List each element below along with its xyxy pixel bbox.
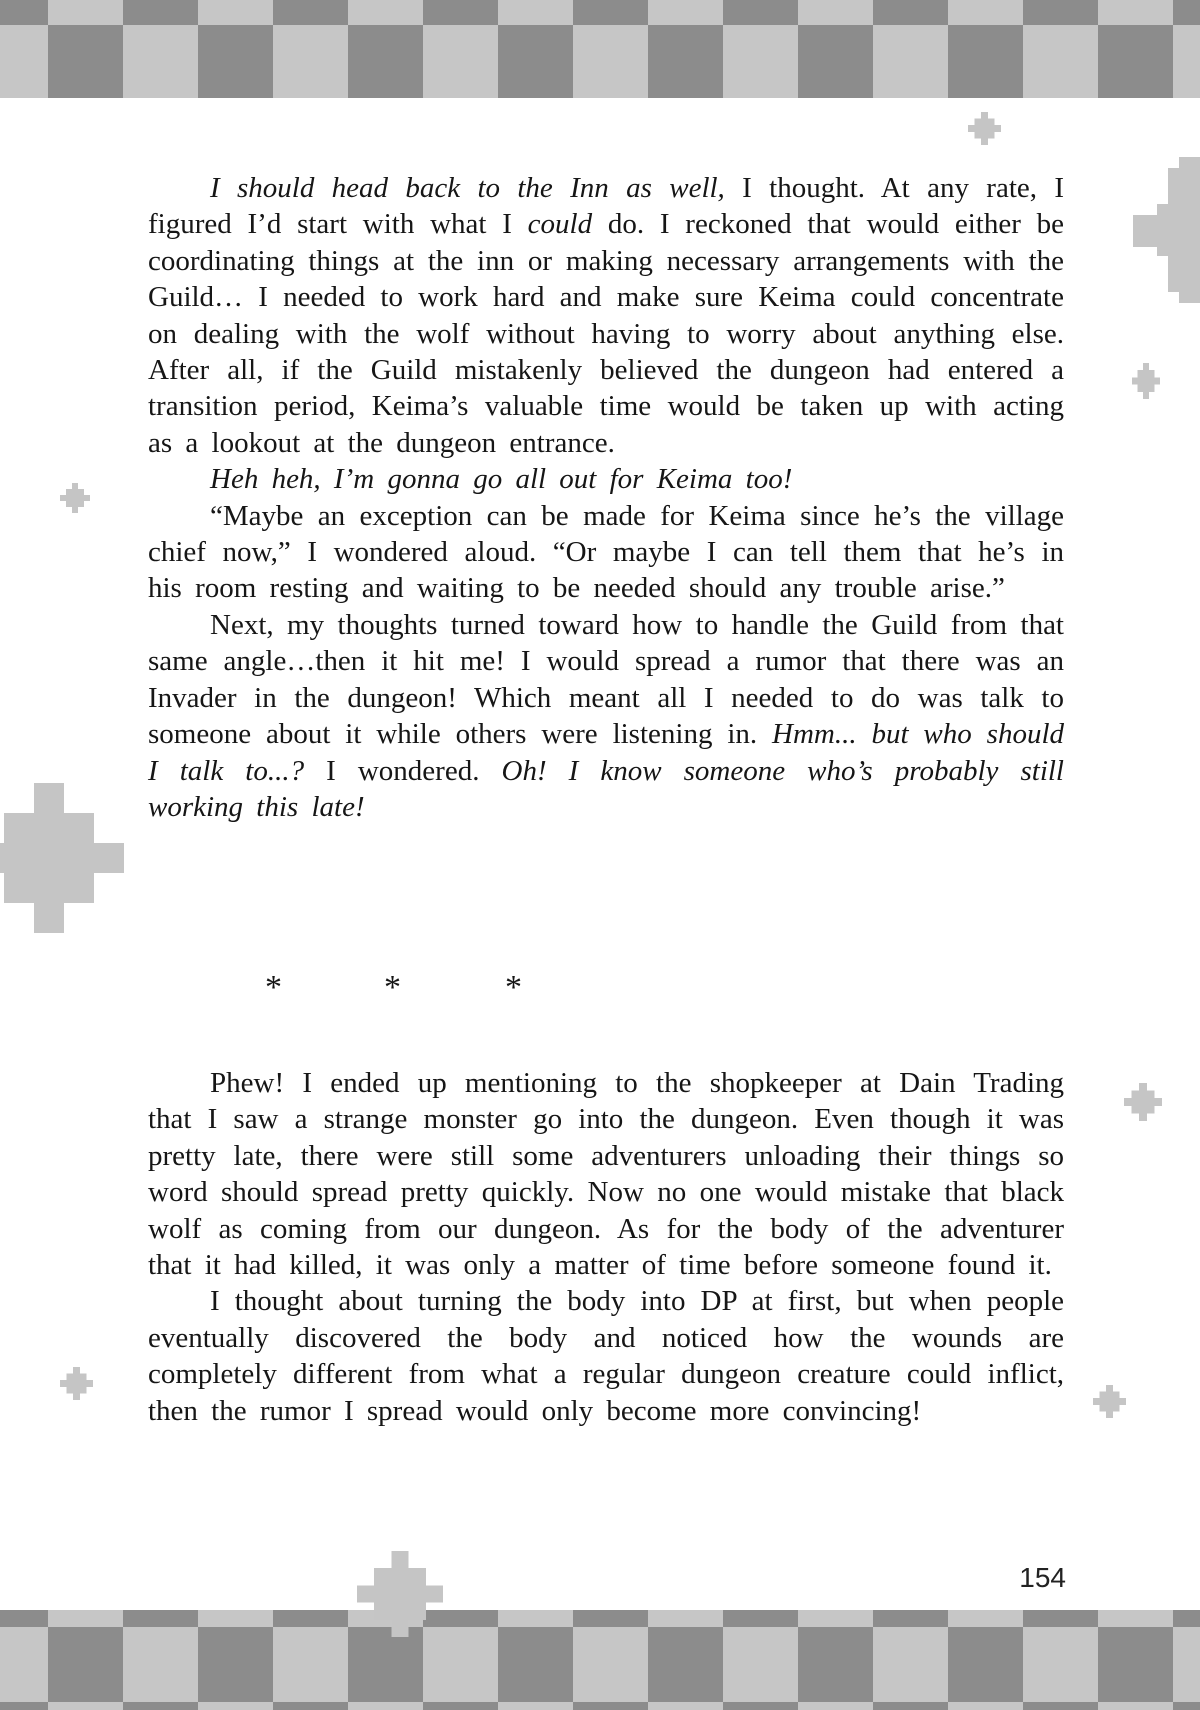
paragraph [148, 1283, 1064, 1429]
text-run: I thought about turning the body into DP at first, but when people eventually discovered the body and noticed how the wounds are completely different from what a regular dungeon creature could inflict, then the rumor I spread would only become more convincing! [148, 1285, 1064, 1427]
pixel-plus-icon [60, 1367, 93, 1400]
pixel-plus-icon [357, 1551, 443, 1637]
paragraph [148, 461, 1064, 497]
text-run: I thought. At any rate, I figured I’d start with what I [148, 172, 1064, 241]
paragraph [148, 607, 1064, 825]
italic-text-run: could [527, 208, 593, 241]
italic-text-run: Heh heh, I’m gonna go all out for Keima too! [210, 463, 793, 496]
body-text-upper [148, 170, 1064, 825]
text-run: Phew! I ended up mentioning to the shopkeeper at Dain Trading that I saw a strange monster go into the dungeon. Even though it was pretty late, there were still some adventurers unloading their things so word should spread pretty quickly. Now no one would mistake that black wolf as coming from our dungeon. As for the body of the adventurer that it had killed, it was only a matter of time before someone found it. [148, 1067, 1064, 1282]
pixel-plus-icon [1124, 1083, 1162, 1121]
body-text-lower [148, 1065, 1064, 1429]
paragraph [148, 498, 1064, 607]
scene-break-asterisk: * [384, 969, 401, 1006]
checker-border-bottom [0, 1610, 1200, 1710]
text-run: do. I reckoned that would either be coordinating things at the inn or making necessary arrangements with the Guild… I needed to work hard and make sure Keima could concentrate on dealing with the wolf without having to worry about anything else. After all, if the Guild mistakenly believed the dungeon had entered a transition period, Keima’s valuable time would be taken up with acting as a lookout at the dungeon entrance. [148, 208, 1064, 459]
paragraph [148, 1065, 1064, 1283]
pixel-plus-icon [1133, 157, 1200, 303]
scene-break [148, 962, 1064, 1014]
text-run: “Maybe an exception can be made for Keima since he’s the village chief now,” I wondered aloud. “Or maybe I can tell them that he’s in his room resting and waiting to be needed should any trouble arise.” [148, 499, 1064, 605]
pixel-plus-icon [1132, 363, 1160, 399]
italic-text-run: Oh! I know someone who’s probably still working this late! [148, 754, 1064, 823]
scene-break-asterisk: * [505, 969, 522, 1006]
page-number: 154 [1019, 1562, 1066, 1593]
paragraph [148, 170, 1064, 461]
text-run: I wondered. [304, 754, 502, 787]
pixel-plus-icon [1093, 1385, 1126, 1418]
italic-text-run: Hmm... but who should I talk to...? [148, 718, 1064, 787]
italic-text-run: I should head back to the Inn as well, [210, 172, 725, 204]
pixel-plus-icon [60, 483, 90, 513]
pixel-plus-icon [0, 783, 124, 933]
checker-border-top [0, 0, 1200, 98]
scene-break-asterisk: * [265, 969, 282, 1006]
pixel-plus-icon [968, 112, 1001, 145]
text-run: Next, my thoughts turned toward how to handle the Guild from that same angle…then it hit me! I would spread a rumor that there was an Invader in the dungeon! Which meant all I needed to do was talk to someone about it while others were listening in. [148, 608, 1064, 751]
